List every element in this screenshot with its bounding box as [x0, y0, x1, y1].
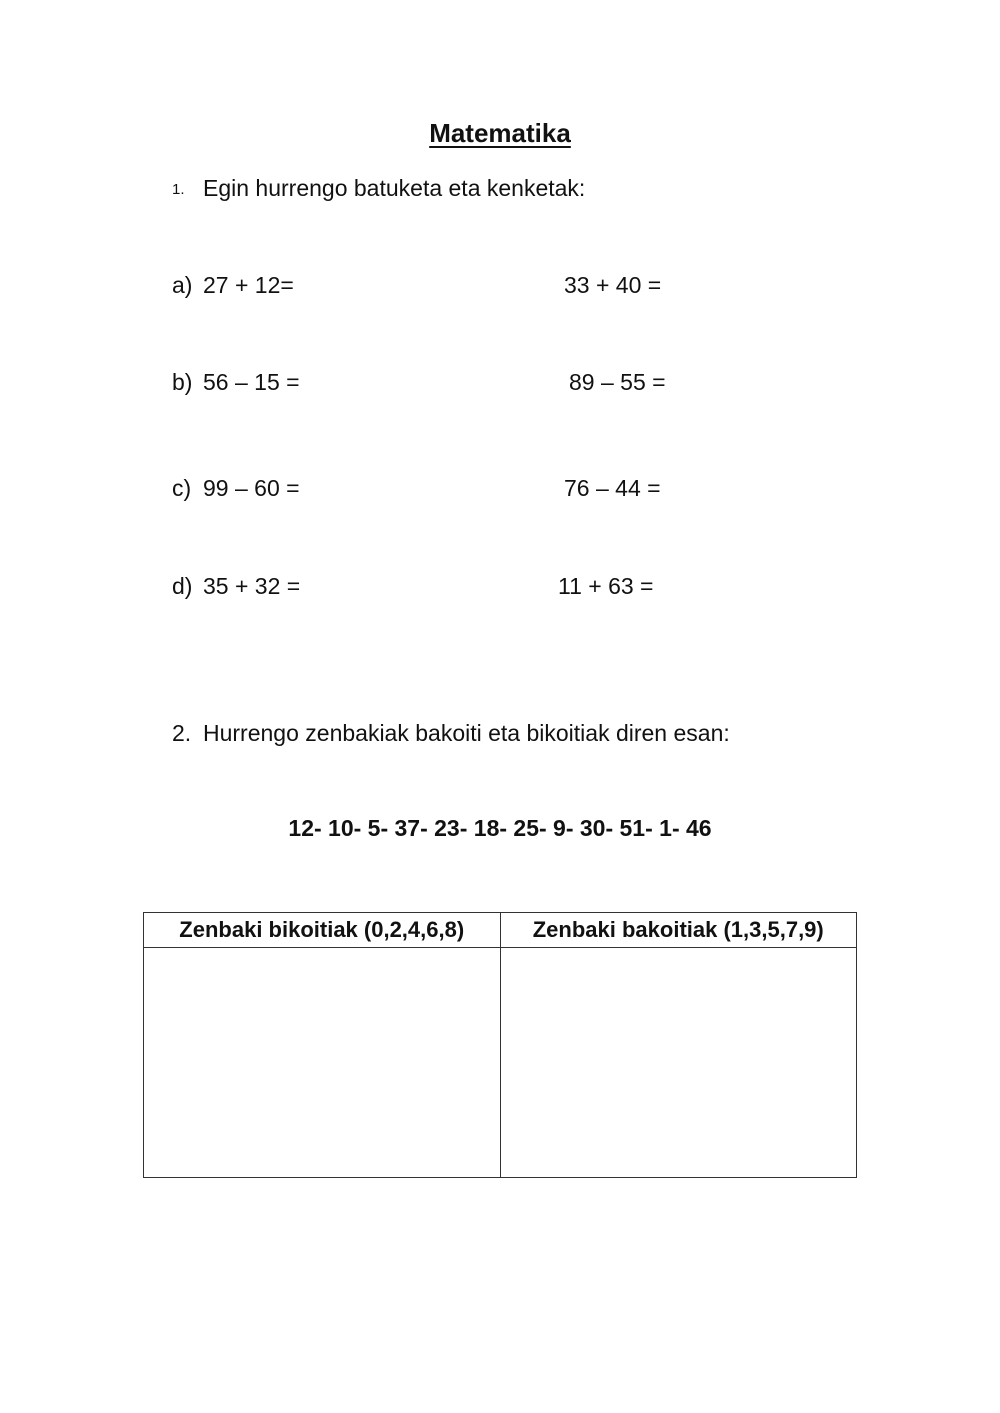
exercise-letter: a): [172, 272, 193, 298]
exercise-row-d: [172, 573, 872, 605]
exercise-letter: b): [172, 369, 193, 395]
table-header-row: [144, 913, 857, 948]
exercise-right: 89 – 55 =: [569, 369, 666, 395]
question-1-number: 1.: [172, 181, 185, 198]
exercise-row-b: [172, 369, 872, 401]
exercise-left: 27 + 12=: [203, 272, 294, 298]
exercise-letter: d): [172, 573, 193, 599]
number-list: 12- 10- 5- 37- 23- 18- 25- 9- 30- 51- 1- 46: [288, 815, 712, 841]
question-2-number: 2.: [172, 720, 192, 746]
exercise-right: 76 – 44 =: [564, 475, 661, 501]
even-numbers-header: Zenbaki bikoitiak (0,2,4,6,8): [144, 913, 501, 948]
question-1-text: Egin hurrengo batuketa eta kenketak:: [203, 175, 586, 201]
exercise-right: 11 + 63 =: [558, 573, 654, 599]
even-numbers-cell[interactable]: [144, 948, 501, 1178]
answer-table: [143, 912, 857, 1178]
exercise-left: 35 + 32 =: [203, 573, 301, 599]
exercise-letter: c): [172, 475, 192, 501]
exercise-left: 56 – 15 =: [203, 369, 300, 395]
exercise-right: 33 + 40 =: [564, 272, 662, 298]
exercise-row-a: [172, 272, 872, 304]
question-2-text: Hurrengo zenbakiak bakoiti eta bikoitiak diren esan:: [203, 720, 730, 746]
odd-numbers-cell[interactable]: [500, 948, 857, 1178]
odd-numbers-header: Zenbaki bakoitiak (1,3,5,7,9): [500, 913, 857, 948]
exercise-left: 99 – 60 =: [203, 475, 300, 501]
table-row: [144, 948, 857, 1178]
page-title: Matematika: [429, 118, 571, 148]
question-1: [172, 175, 585, 202]
question-2: [172, 720, 730, 747]
exercise-row-c: [172, 475, 872, 507]
